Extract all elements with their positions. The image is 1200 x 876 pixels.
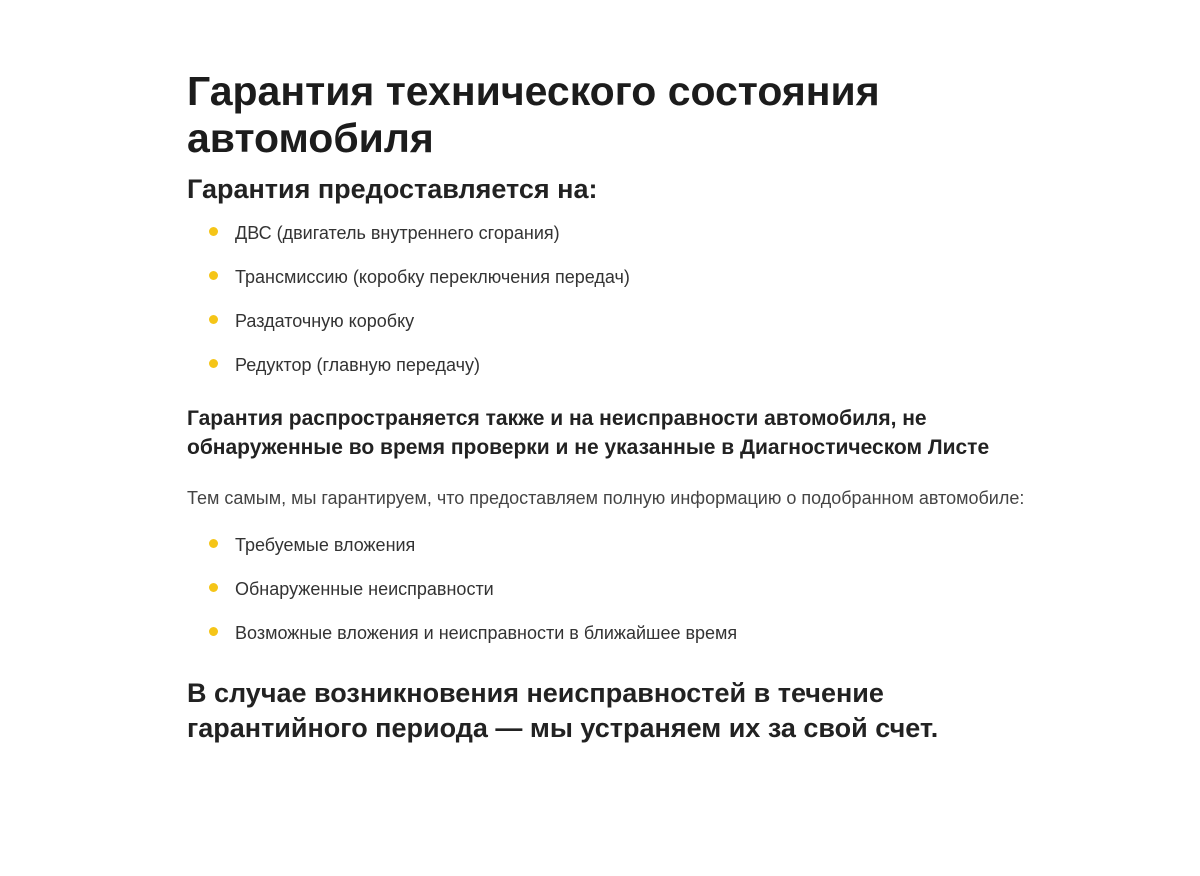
list-item [187, 534, 1047, 578]
list-item [187, 354, 1047, 398]
list-item-text: Возможные вложения и неисправности в ближайшее время [235, 623, 738, 643]
list-item-text: Раздаточную коробку [235, 311, 415, 331]
paragraph: Тем самым, мы гарантируем, что предоставляем полную информацию о подобранном автомобиле: [187, 488, 1025, 508]
closing-statement: В случае возникновения неисправностей в течение гарантийного периода — мы устраняем их за свой счет. [187, 678, 939, 743]
list-item [187, 622, 1047, 666]
extra-heading: Гарантия распространяется также и на неисправности автомобиля, не обнаруженные во время проверки и не указанные в Диагностическом Листе [187, 407, 990, 459]
list-item-text: Редуктор (главную передачу) [235, 355, 481, 375]
list-item-text: ДВС (двигатель внутреннего сгорания) [235, 223, 560, 243]
list-item [187, 266, 1047, 310]
list-item [187, 222, 1047, 266]
coverage-list [187, 222, 1047, 398]
bullet-icon [209, 583, 218, 592]
list-item-text: Трансмиссию (коробку переключения передач) [235, 267, 630, 287]
bullet-icon [209, 227, 218, 236]
page-title: Гарантия технического состояния автомобиля [187, 68, 880, 161]
list-item-text: Обнаруженные неисправности [235, 579, 494, 599]
bullet-icon [209, 627, 218, 636]
list-item [187, 310, 1047, 354]
info-list [187, 534, 1047, 666]
subtitle: Гарантия предоставляется на: [187, 174, 598, 204]
list-item [187, 578, 1047, 622]
list-item-text: Требуемые вложения [235, 535, 416, 555]
bullet-icon [209, 359, 218, 368]
bullet-icon [209, 271, 218, 280]
bullet-icon [209, 315, 218, 324]
content [187, 68, 1047, 746]
bullet-icon [209, 539, 218, 548]
